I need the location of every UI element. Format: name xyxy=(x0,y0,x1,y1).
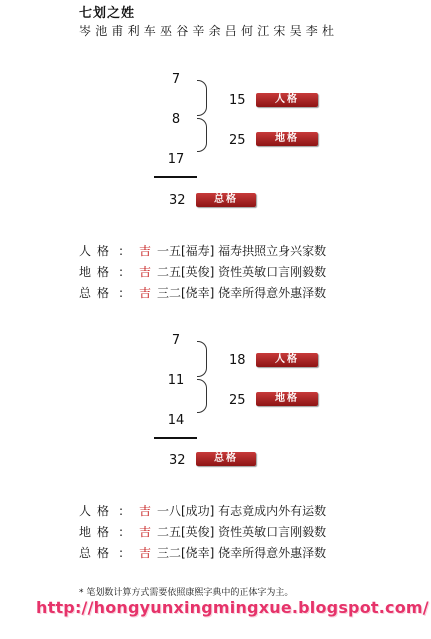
ren-badge: 人格 xyxy=(256,353,318,367)
surname-list: 岑池甫利车巫谷辛余吕何江宋吴李杜 xyxy=(79,24,339,38)
zong-value: 32 xyxy=(169,193,186,208)
result-line: 总格 : 吉 三二[侥幸] 侥幸所得意外惠泽数 xyxy=(79,546,327,560)
ren-value: 15 xyxy=(229,93,246,108)
ren-badge: 人格 xyxy=(256,93,318,107)
stroke-top: 7 xyxy=(171,333,181,348)
stroke-sum: 14 xyxy=(167,413,185,428)
di-value: 25 xyxy=(229,133,246,148)
bracket-di xyxy=(197,379,207,413)
result-line: 地格 : 吉 二五[英俊] 资性英敏口言刚毅数 xyxy=(79,265,327,279)
result-line: 地格 : 吉 二五[英俊] 资性英敏口言刚毅数 xyxy=(79,525,327,539)
footnote: * 笔划数计算方式需要依照康熙字典中的正体字为主。 xyxy=(79,588,294,598)
sum-line xyxy=(154,437,197,439)
result-line: 人格 : 吉 一八[成功] 有志竟成内外有运数 xyxy=(79,504,327,518)
bracket-di xyxy=(197,118,207,152)
result-line: 总格 : 吉 三二[侥幸] 侥幸所得意外惠泽数 xyxy=(79,286,327,300)
zong-badge: 总格 xyxy=(196,193,256,207)
di-badge: 地格 xyxy=(256,392,318,406)
ren-value: 18 xyxy=(229,353,246,368)
di-badge: 地格 xyxy=(256,132,318,146)
stroke-top: 7 xyxy=(171,72,181,87)
sum-line xyxy=(154,176,197,178)
bracket-ren xyxy=(197,80,207,116)
bracket-ren xyxy=(197,341,207,377)
page-title: 七划之姓 xyxy=(79,6,136,21)
stroke-middle: 8 xyxy=(171,112,181,127)
stroke-middle: 11 xyxy=(167,373,185,388)
stroke-sum: 17 xyxy=(167,152,185,167)
zong-value: 32 xyxy=(169,453,186,468)
zong-badge: 总格 xyxy=(196,452,256,466)
di-value: 25 xyxy=(229,393,246,408)
result-line: 人格 : 吉 一五[福寿] 福寿拱照立身兴家数 xyxy=(79,244,327,258)
watermark-url: http://hongyunxingmingxue.blogspot.com/ xyxy=(36,598,429,617)
